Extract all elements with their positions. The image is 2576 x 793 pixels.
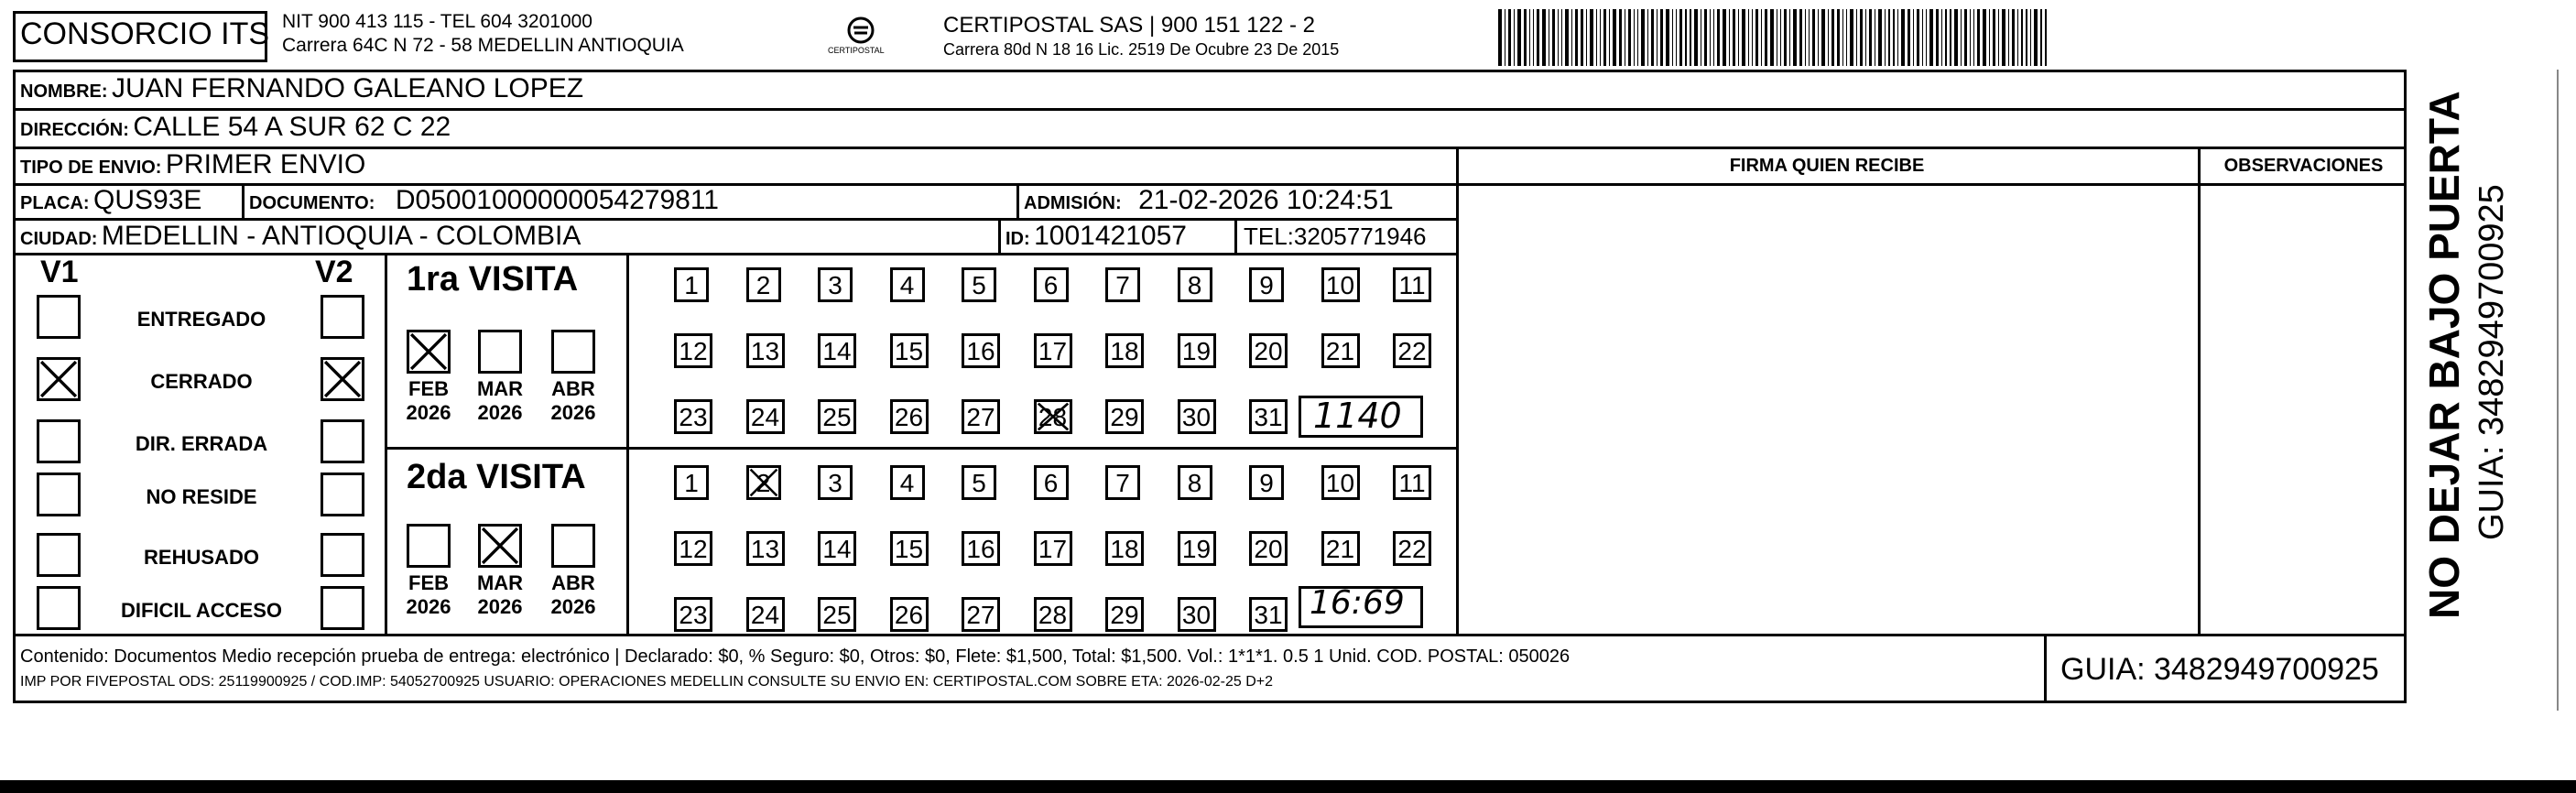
barcode-bar	[1533, 9, 1534, 66]
barcode-bar	[1950, 9, 1952, 66]
v2-header: V2	[315, 255, 353, 289]
day-box[interactable]: 26	[890, 399, 929, 434]
barcode-bar	[2017, 9, 2018, 66]
tel-field	[1244, 223, 1427, 251]
day-box[interactable]: 27	[962, 399, 1000, 434]
barcode-bar	[1945, 9, 1946, 66]
observaciones-header: OBSERVACIONES	[2223, 156, 2384, 176]
day-box[interactable]: 10	[1321, 465, 1360, 500]
barcode-bar	[1780, 9, 1781, 66]
barcode-bar	[1514, 9, 1515, 66]
day-box[interactable]: 12	[674, 531, 712, 566]
tipo-row	[20, 149, 365, 180]
day-box[interactable]: 27	[962, 597, 1000, 632]
barcode-bar	[1676, 9, 1677, 66]
day-box[interactable]: 9	[1249, 267, 1284, 302]
barcode-bar	[1998, 9, 1999, 66]
visit2-time: 16:69	[1310, 584, 1405, 622]
barcode-bar	[1748, 9, 1749, 66]
day-box[interactable]: 29	[1105, 399, 1144, 434]
barcode-bar	[1558, 9, 1559, 66]
col-divider	[2044, 634, 2047, 703]
barcode-bar	[1970, 9, 1971, 66]
day-box[interactable]: 24	[746, 597, 785, 632]
barcode-bar	[1901, 9, 1905, 66]
barcode-bar	[1897, 9, 1898, 66]
barcode-bar	[1954, 9, 1958, 66]
day-box[interactable]: 3	[818, 267, 853, 302]
barcode-bar	[1913, 9, 1914, 66]
year-label: 2026	[550, 595, 596, 618]
barcode-bar	[1679, 9, 1682, 66]
barcode-bar	[1590, 9, 1593, 66]
cross-mark	[323, 360, 362, 398]
barcode-bar	[1641, 9, 1645, 66]
nombre-value: JUAN FERNANDO GALEANO LOPEZ	[112, 73, 584, 103]
barcode-bar	[1893, 9, 1896, 66]
barcode-bar	[2026, 9, 2028, 66]
barcode-bar	[1542, 9, 1546, 66]
barcode-bar	[1571, 9, 1572, 66]
day-box[interactable]: 16	[962, 333, 1000, 368]
barcode-bar	[1508, 9, 1511, 66]
row-divider	[13, 108, 2407, 111]
day-box[interactable]: 16	[962, 531, 1000, 566]
barcode-bar	[1755, 9, 1758, 66]
day-box[interactable]: 8	[1178, 465, 1212, 500]
day-box[interactable]: 25	[818, 399, 856, 434]
v1-checkbox[interactable]	[37, 295, 81, 339]
barcode-bar	[1752, 9, 1753, 66]
ciudad-value: MEDELLIN - ANTIOQUIA - COLOMBIA	[101, 221, 582, 251]
year-label: 2026	[406, 595, 451, 618]
placa-field	[20, 185, 201, 216]
row-divider	[13, 147, 2407, 149]
month-checkbox[interactable]	[551, 524, 595, 568]
barcode-bar	[1729, 9, 1730, 66]
documento-label: DOCUMENTO:	[249, 193, 375, 213]
row-divider	[385, 447, 626, 450]
day-box[interactable]: 20	[1249, 531, 1288, 566]
barcode-bar	[1885, 9, 1886, 66]
day-box[interactable]: 11	[1393, 465, 1431, 500]
col-divider	[242, 183, 245, 218]
col-divider	[1456, 147, 1459, 634]
barcode-bar	[1878, 9, 1882, 66]
status-label: CERRADO	[150, 370, 253, 393]
col-divider	[626, 253, 629, 634]
id-label: ID:	[1005, 229, 1030, 249]
barcode-bar	[1613, 9, 1616, 66]
barcode-bar	[1856, 9, 1857, 66]
day-box[interactable]: 23	[674, 399, 712, 434]
barcode	[1498, 9, 2203, 66]
barcode-bar	[2034, 9, 2038, 66]
visit1-title: 1ra VISITA	[407, 260, 579, 299]
col-divider	[2198, 147, 2201, 634]
day-box[interactable]: 28	[1034, 597, 1072, 632]
barcode-bar	[1850, 9, 1853, 66]
barcode-bar	[1517, 9, 1521, 66]
barcode-bar	[1660, 9, 1663, 66]
nombre-row	[20, 73, 583, 104]
day-box[interactable]: 12	[674, 333, 712, 368]
barcode-bar	[1828, 9, 1829, 66]
day-box[interactable]: 17	[1034, 333, 1072, 368]
day-box[interactable]: 17	[1034, 531, 1072, 566]
col-divider	[385, 253, 387, 634]
day-box[interactable]: 21	[1321, 333, 1360, 368]
day-box[interactable]: 9	[1249, 465, 1284, 500]
barcode-bar	[1738, 9, 1739, 66]
status-label: DIR. ERRADA	[135, 432, 268, 455]
id-value: 1001421057	[1034, 221, 1187, 251]
day-box[interactable]: 20	[1249, 333, 1288, 368]
day-box[interactable]: 30	[1178, 597, 1216, 632]
tel-label: TEL:	[1244, 223, 1294, 250]
barcode-bar	[2008, 9, 2009, 66]
barcode-bar	[1600, 9, 1601, 66]
barcode-bar	[1498, 9, 1502, 66]
year-label: 2026	[477, 595, 523, 618]
status-label: NO RESIDE	[146, 485, 257, 508]
barcode-bar	[1529, 9, 1530, 66]
barcode-bar	[1637, 9, 1638, 66]
barcode-bar	[1581, 9, 1583, 66]
ciudad-field	[20, 221, 581, 252]
placa-value: QUS93E	[93, 185, 202, 215]
barcode-bar	[1809, 9, 1810, 66]
day-box[interactable]: 5	[962, 267, 996, 302]
month-label: MAR	[476, 377, 524, 400]
bottom-band	[0, 780, 2576, 793]
day-box[interactable]: 25	[818, 597, 856, 632]
barcode-bar	[2012, 9, 2015, 66]
nombre-label: NOMBRE:	[20, 81, 108, 102]
barcode-bar	[1908, 9, 1910, 66]
barcode-bar	[1831, 9, 1834, 66]
barcode-bar	[1977, 9, 1980, 66]
barcode-bar	[1936, 9, 1939, 66]
barcode-bar	[1770, 9, 1774, 66]
v1-header: V1	[40, 255, 79, 289]
cross-mark	[39, 360, 78, 398]
day-box[interactable]: 10	[1321, 267, 1360, 302]
barcode-bar	[1575, 9, 1578, 66]
barcode-bar	[1842, 9, 1843, 66]
barcode-bar	[1561, 9, 1562, 66]
day-box[interactable]: 6	[1034, 267, 1069, 302]
barcode-bar	[1922, 9, 1923, 66]
day-box[interactable]: 31	[1249, 399, 1288, 434]
barcode-bar	[2045, 9, 2048, 66]
barcode-bar	[1799, 9, 1802, 66]
day-box[interactable]: 8	[1178, 267, 1212, 302]
barcode-bar	[1717, 9, 1720, 66]
barcode-bar	[1865, 9, 1866, 66]
barcode-bar	[1846, 9, 1847, 66]
barcode-bar	[2030, 9, 2031, 66]
barcode-bar	[1552, 9, 1555, 66]
admision-value: 21-02-2026 10:24:51	[1138, 185, 1394, 215]
barcode-bar	[1742, 9, 1745, 66]
cross-mark	[1037, 402, 1070, 431]
barcode-bar	[1647, 9, 1648, 66]
month-label: FEB	[408, 571, 449, 594]
day-box[interactable]: 23	[674, 597, 712, 632]
barcode-bar	[1596, 9, 1597, 66]
v2-checkbox[interactable]	[321, 295, 364, 339]
direccion-value: CALLE 54 A SUR 62 C 22	[133, 112, 451, 142]
logo-text: CERTIPOSTAL	[828, 46, 885, 55]
direccion-label: DIRECCIÓN:	[20, 120, 129, 140]
row-divider	[13, 634, 2407, 636]
day-box[interactable]: 31	[1249, 597, 1288, 632]
barcode-bar	[1685, 9, 1688, 66]
day-box[interactable]: 21	[1321, 531, 1360, 566]
barcode-bar	[1789, 9, 1790, 66]
month-label: FEB	[408, 377, 449, 400]
month-label: ABR	[551, 571, 595, 594]
day-box[interactable]: 28	[1034, 399, 1072, 434]
cross-mark	[409, 332, 448, 371]
barcode-bar	[1993, 9, 1995, 66]
v2-checkbox[interactable]	[321, 473, 364, 516]
barcode-bar	[1704, 9, 1707, 66]
barcode-bar	[1805, 9, 1806, 66]
tipo-label: TIPO DE ENVIO:	[20, 158, 162, 178]
day-box[interactable]: 19	[1178, 333, 1216, 368]
day-box[interactable]: 1	[674, 267, 709, 302]
day-box[interactable]: 3	[818, 465, 853, 500]
visit1-time: 1140	[1313, 396, 1402, 436]
barcode-bar	[1651, 9, 1654, 66]
barcode-bar	[1888, 9, 1889, 66]
tipo-value: PRIMER ENVIO	[165, 149, 366, 179]
barcode-bar	[1713, 9, 1714, 66]
admision-label: ADMISIÓN:	[1024, 193, 1122, 213]
month-label: MAR	[476, 571, 524, 594]
day-box[interactable]: 22	[1393, 531, 1431, 566]
v2-checkbox[interactable]	[321, 586, 364, 630]
row-divider	[13, 253, 1459, 255]
footer-guia: GUIA: 3482949700925	[2060, 652, 2379, 687]
day-box[interactable]: 18	[1105, 531, 1144, 566]
day-box[interactable]: 13	[746, 333, 785, 368]
barcode-bar	[2002, 9, 2005, 66]
footer-imp: IMP POR FIVEPOSTAL ODS: 25119900925 / COD.IMP: 54052700925 USUARIO: OPERACIONES MEDELLIN CONSULTE SU ENVIO EN: CERTIPOSTAL.COM SOBRE ETA: 2026-02-25 D+2	[20, 674, 1274, 690]
documento-value: D05001000000054279811	[395, 185, 719, 215]
month-checkbox[interactable]	[478, 524, 522, 568]
day-box[interactable]: 5	[962, 465, 996, 500]
v2-checkbox[interactable]	[321, 419, 364, 463]
status-label: DIFICIL ACCESO	[120, 599, 282, 622]
row-divider	[1456, 183, 2407, 186]
barcode-bar	[1723, 9, 1726, 66]
barcode-bar	[1818, 9, 1819, 66]
barcode-bar	[1628, 9, 1631, 66]
direccion-row	[20, 112, 451, 143]
barcode-bar	[1929, 9, 1933, 66]
barcode-bar	[1565, 9, 1569, 66]
placa-label: PLACA:	[20, 193, 90, 213]
col-divider	[1016, 183, 1019, 218]
day-box[interactable]: 1	[674, 465, 709, 500]
barcode-bar	[1941, 9, 1942, 66]
year-label: 2026	[550, 401, 596, 424]
v1-checkbox[interactable]	[37, 473, 81, 516]
tel-value: 3205771946	[1293, 223, 1427, 250]
company-address: Carrera 64C N 72 - 58 MEDELLIN ANTIOQUIA	[282, 35, 684, 56]
barcode-bar	[1657, 9, 1658, 66]
side-guia: GUIA: 3482949700925	[2473, 184, 2511, 540]
day-box[interactable]: 14	[818, 333, 856, 368]
barcode-bar	[1973, 9, 1974, 66]
month-label: ABR	[551, 377, 595, 400]
id-field	[1005, 221, 1187, 252]
barcode-bar	[1694, 9, 1698, 66]
month-checkbox[interactable]	[478, 330, 522, 374]
barcode-bar	[1710, 9, 1711, 66]
day-box[interactable]: 13	[746, 531, 785, 566]
col-divider	[998, 218, 1001, 253]
barcode-bar	[2021, 9, 2022, 66]
row-divider	[626, 447, 1456, 450]
day-box[interactable]: 6	[1034, 465, 1069, 500]
right-edge-line	[2557, 70, 2559, 711]
side-warning: NO DEJAR BAJO PUERTA	[2420, 91, 2468, 619]
day-box[interactable]: 24	[746, 399, 785, 434]
visit2-title: 2da VISITA	[407, 458, 586, 496]
barcode-bar	[1869, 9, 1872, 66]
admision-field	[1024, 185, 1394, 216]
day-box[interactable]: 7	[1105, 267, 1140, 302]
month-checkbox[interactable]	[551, 330, 595, 374]
footer-contenido: Contenido: Documentos Medio recepción prueba de entrega: electrónico | Declarado: $0, % Seguro: $0, Otros: $0, Flete: $1,500, Total: $1,500. Vol.: 1*1*1. 0.5 1 Unid. COD. POSTAL: 050026	[20, 646, 1571, 667]
barcode-bar	[1964, 9, 1967, 66]
day-box[interactable]: 7	[1105, 465, 1140, 500]
status-label: ENTREGADO	[136, 308, 266, 331]
day-box[interactable]: 29	[1105, 597, 1144, 632]
carrier-name: CERTIPOSTAL SAS | 900 151 122 - 2	[943, 13, 1315, 38]
v2-checkbox[interactable]	[321, 533, 364, 577]
barcode-bar	[1821, 9, 1825, 66]
barcode-bar	[1524, 9, 1527, 66]
day-box[interactable]: 19	[1178, 531, 1216, 566]
day-box[interactable]: 2	[746, 465, 781, 500]
company-nit: NIT 900 413 115 - TEL 604 3201000	[282, 11, 592, 32]
barcode-bar	[2040, 9, 2041, 66]
v1-checkbox[interactable]	[37, 419, 81, 463]
barcode-bar	[1537, 9, 1539, 66]
ciudad-label: CIUDAD:	[20, 229, 98, 249]
carrier-license: Carrera 80d N 18 16 Lic. 2519 De Ocubre 23 De 2015	[943, 40, 1340, 59]
firma-header: FIRMA QUIEN RECIBE	[1729, 156, 1925, 176]
barcode-bar	[1603, 9, 1606, 66]
month-checkbox[interactable]	[407, 524, 451, 568]
barcode-bar	[1666, 9, 1669, 66]
year-label: 2026	[477, 401, 523, 424]
day-box[interactable]: 26	[890, 597, 929, 632]
year-label: 2026	[406, 401, 451, 424]
barcode-bar	[1784, 9, 1787, 66]
day-box[interactable]: 4	[890, 465, 925, 500]
day-box[interactable]: 11	[1393, 267, 1431, 302]
barcode-bar	[1609, 9, 1610, 66]
v2-checkbox[interactable]	[321, 357, 364, 401]
barcode-bar	[1917, 9, 1919, 66]
barcode-bar	[1765, 9, 1767, 66]
cross-mark	[749, 468, 778, 497]
barcode-bar	[1983, 9, 1986, 66]
v1-checkbox[interactable]	[37, 357, 81, 401]
barcode-bar	[1989, 9, 1990, 66]
day-box[interactable]: 14	[818, 531, 856, 566]
barcode-bar	[1733, 9, 1735, 66]
v1-checkbox[interactable]	[37, 533, 81, 577]
status-label: REHUSADO	[144, 546, 259, 569]
col-divider	[1234, 218, 1237, 253]
day-box[interactable]: 2	[746, 267, 781, 302]
day-box[interactable]: 4	[890, 267, 925, 302]
day-box[interactable]: 15	[890, 333, 929, 368]
barcode-bar	[1961, 9, 1962, 66]
barcode-bar	[1837, 9, 1840, 66]
barcode-bar	[1619, 9, 1622, 66]
day-box[interactable]: 30	[1178, 399, 1216, 434]
barcode-bar	[1793, 9, 1797, 66]
barcode-bar	[1634, 9, 1635, 66]
barcode-bar	[1926, 9, 1927, 66]
day-box[interactable]: 15	[890, 531, 929, 566]
company-name: CONSORCIO ITS	[20, 16, 270, 51]
barcode-bar	[1860, 9, 1863, 66]
month-checkbox[interactable]	[407, 330, 451, 374]
day-box[interactable]: 18	[1105, 333, 1144, 368]
barcode-bar	[1812, 9, 1815, 66]
barcode-bar	[1761, 9, 1762, 66]
v1-checkbox[interactable]	[37, 586, 81, 630]
barcode-bar	[1586, 9, 1587, 66]
documento-field	[249, 185, 719, 216]
cross-mark	[481, 527, 519, 565]
day-box[interactable]: 22	[1393, 333, 1431, 368]
barcode-bar	[1672, 9, 1673, 66]
